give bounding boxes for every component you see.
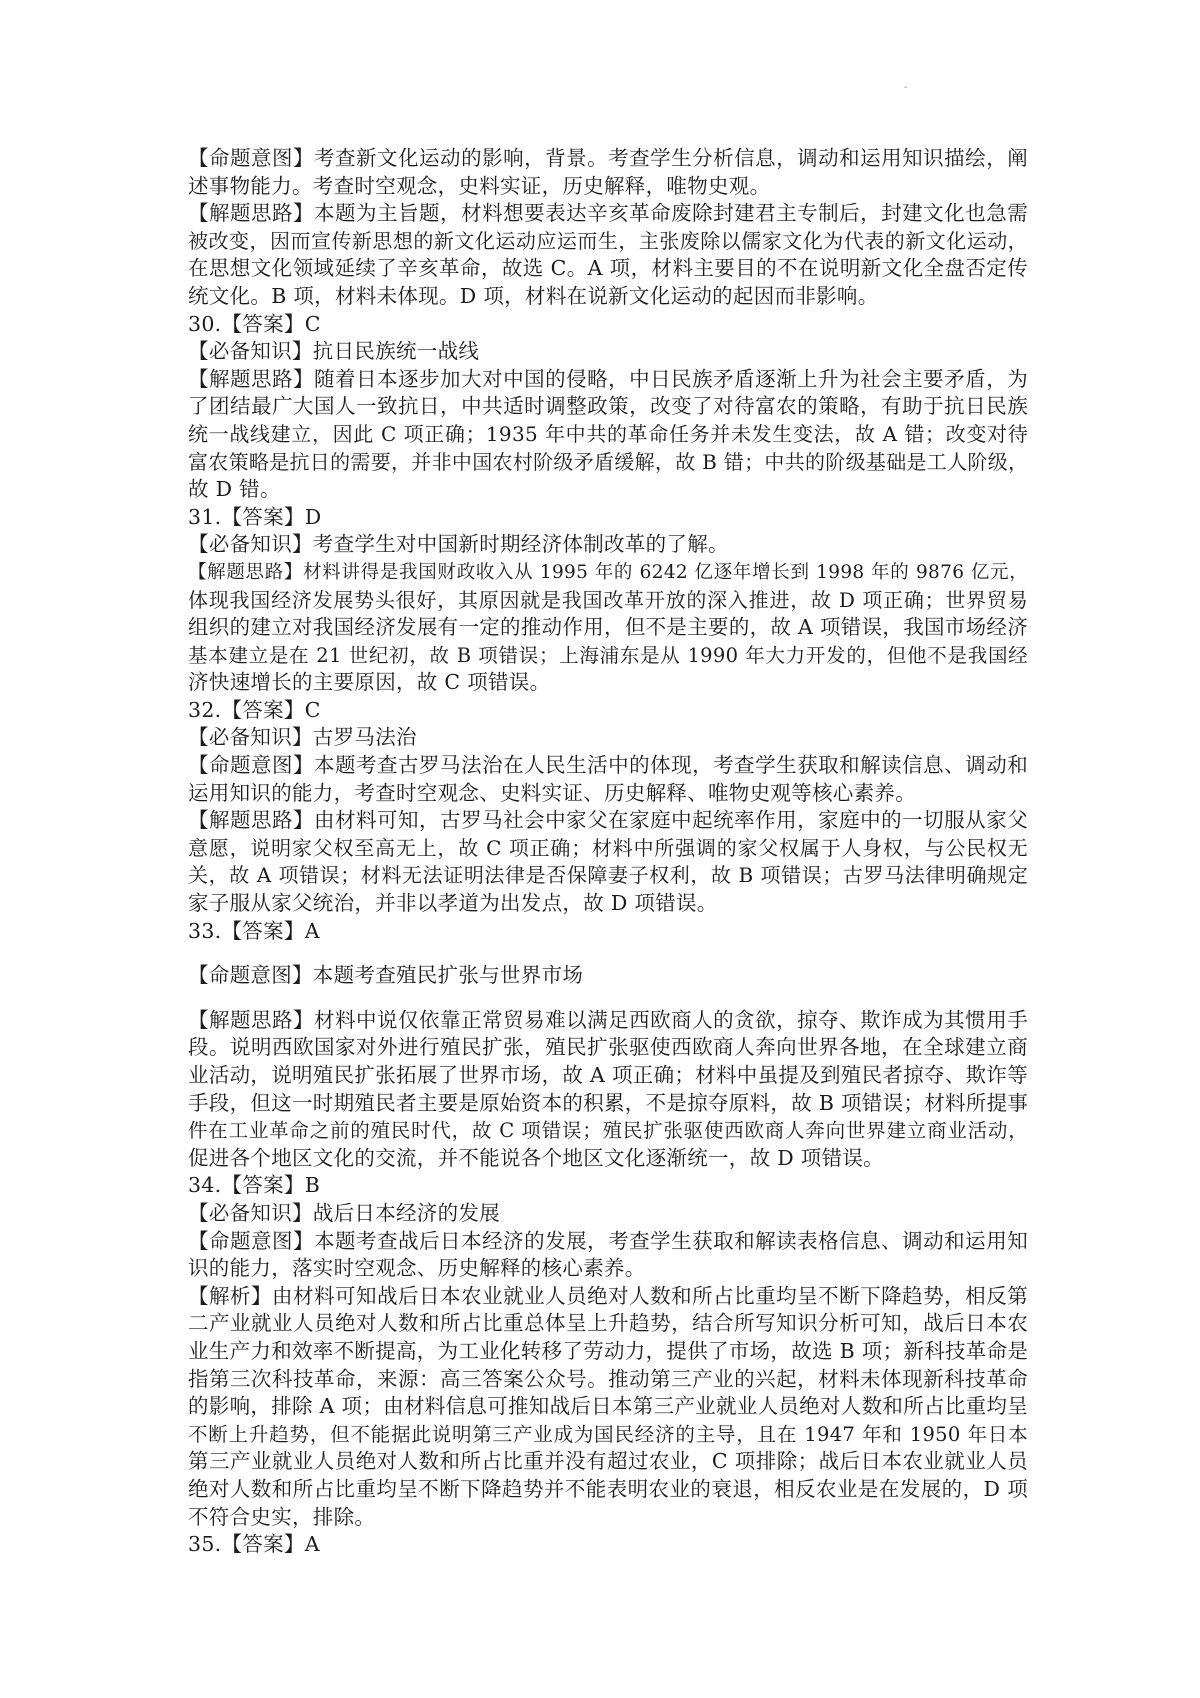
- text-line: 识的能力，落实时空观念、历史解释的核心素养。: [188, 1256, 646, 1281]
- text-line: 【解题思路】材料讲得是我国财政收入从 1995 年的 6242 亿逐年增长到 1998 年的 9876 亿元，: [188, 561, 1028, 583]
- document-page: [188, 145, 1028, 1559]
- corner-mark: -: [904, 82, 908, 93]
- answer-line: 30.【答案】C: [188, 311, 321, 336]
- text-line: 运用知识的能力，考查时空观念、史料实证、历史解释、唯物史观等核心素养。: [188, 780, 916, 805]
- text-line: 【命题意图】本题考查战后日本经济的发展，考查学生获取和解读表格信息、调动和运用知: [188, 1228, 1028, 1253]
- text-line: 了团结最广大国人一致抗日，中共适时调整政策，改变了对待富农的策略，有助于抗日民族: [188, 394, 1028, 419]
- text-line: 【解题思路】本题为主旨题，材料想要表达辛亥革命废除封建君主专制后，封建文化也急需: [188, 201, 1028, 226]
- text-line: 促进各个地区文化的交流，并不能说各个地区文化逐渐统一，故 D 项错误。: [188, 1145, 884, 1170]
- text-line: 【必备知识】古罗马法治: [188, 725, 417, 750]
- text-line: 【解题思路】随着日本逐步加大对中国的侵略，中日民族矛盾逐渐上升为社会主要矛盾，为: [188, 366, 1028, 391]
- text-line: 段。说明西欧国家对外进行殖民扩张，殖民扩张驱使西欧商人奔向世界各地，在全球建立商: [188, 1035, 1028, 1060]
- text-line: 不断上升趋势，但不能据此说明第三产业成为国民经济的主导，且在 1947 年和 1950 年日本: [188, 1422, 1028, 1446]
- text-line: 基本建立是在 21 世纪初，故 B 项错误；上海浦东是从 1990 年大力开发的，但他不是我国经: [188, 643, 1028, 667]
- answer-line: 31.【答案】D: [188, 504, 322, 529]
- text-line: 第三产业就业人员绝对人数和所占比重并没有超过农业，C 项排除；战后日本农业就业人员: [188, 1449, 1028, 1474]
- text-line: 的影响，排除 A 项；由材料信息可推知战后日本第三产业就业人员绝对人数和所占比重均呈: [188, 1394, 1028, 1419]
- text-line: 件在工业革命之前的殖民时代，故 C 项错误；殖民扩张驱使西欧商人奔向世界建立商业活动，: [188, 1119, 1028, 1143]
- answer-line: 33.【答案】A: [188, 918, 320, 943]
- text-line: 统文化。B 项，材料未体现。D 项，材料在说新文化运动的起因而非影响。: [188, 283, 879, 308]
- text-line: 手段，但这一时期殖民者主要是原始资本的积累，不是掠夺原料，故 B 项错误；材料所提事: [188, 1090, 1029, 1115]
- answer-line: 32.【答案】C: [188, 697, 321, 722]
- text-line: 述事物能力。考查时空观念，史料实证，历史解释，唯物史观。: [188, 173, 771, 198]
- text-line: 【解题思路】材料中说仅依靠正常贸易难以满足西欧商人的贪欲，掠夺、欺诈成为其惯用手: [188, 1007, 1028, 1032]
- text-line: 【必备知识】抗日民族统一战线: [188, 339, 480, 364]
- text-line: 在思想文化领域延续了辛亥革命，故选 C。A 项，材料主要目的不在说明新文化全盘否定传: [188, 256, 1028, 281]
- answer-line: 34.【答案】B: [188, 1173, 321, 1198]
- text-line: 意愿，说明家父权至高无上，故 C 项正确；材料中所强调的家父权属于人身权，与公民权无: [188, 835, 1028, 860]
- text-line: 【解题思路】由材料可知，古罗马社会中家父在家庭中起统率作用，家庭中的一切服从家父: [188, 808, 1028, 833]
- text-line: 【必备知识】考查学生对中国新时期经济体制改革的了解。: [188, 532, 729, 557]
- text-line: 统一战线建立，因此 C 项正确；1935 年中共的革命任务并未发生变法，故 A 错；改变对待: [188, 421, 1028, 446]
- text-line: 【解析】由材料可知战后日本农业就业人员绝对人数和所占比重均呈不断下降趋势，相反第: [188, 1283, 1028, 1308]
- text-line: 二产业就业人员绝对人数和所占比重总体呈上升趋势，结合所写知识分析可知，战后日本农: [188, 1311, 1028, 1336]
- text-line: 【命题意图】考查新文化运动的影响，背景。考查学生分析信息，调动和运用知识描绘，阐: [188, 146, 1028, 170]
- text-line: 不符合史实，排除。: [188, 1504, 376, 1529]
- text-line: 业生产力和效率不断提高，为工业化转移了劳动力，提供了市场，故选 B 项；新科技革命是: [188, 1338, 1029, 1363]
- text-line: 体现我国经济发展势头很好，其原因就是我国改革开放的深入推进，故 D 项正确；世界贸易: [188, 587, 1028, 612]
- text-line: 被改变，因而宣传新思想的新文化运动应运而生，主张废除以儒家文化为代表的新文化运动，: [188, 228, 1028, 253]
- text-line: 关，故 A 项错误；材料无法证明法律是否保障妻子权利，故 B 项错误；古罗马法律明确规定: [188, 863, 1028, 888]
- text-line: 故 D 错。: [188, 477, 281, 502]
- text-line: 指第三次科技革命，来源：高三答案公众号。推动第三产业的兴起，材料未体现新科技革命: [188, 1366, 1028, 1391]
- text-line: 【命题意图】本题考查古罗马法治在人民生活中的体现，考查学生获取和解读信息、调动和: [188, 753, 1028, 778]
- text-line: 绝对人数和所占比重均呈不断下降趋势并不能表明农业的衰退，相反农业是在发展的，D 项: [188, 1476, 1028, 1501]
- text-line: 【命题意图】本题考查殖民扩张与世界市场: [188, 963, 584, 988]
- text-line: 【必备知识】战后日本经济的发展: [188, 1200, 500, 1225]
- text-line: 济快速增长的主要原因，故 C 项错误。: [188, 670, 551, 695]
- text-line: 业活动，说明殖民扩张拓展了世界市场，故 A 项正确；材料中虽提及到殖民者掠夺、欺诈等: [188, 1063, 1028, 1087]
- text-line: 富农策略是抗日的需要，并非中国农村阶级矛盾缓解，故 B 错；中共的阶级基础是工人阶级，: [188, 449, 1029, 474]
- text-line: 家子服从家父统治，并非以孝道为出发点，故 D 项错误。: [188, 891, 718, 916]
- text-line: 组织的建立对我国经济发展有一定的推动作用，但不是主要的，故 A 项错误，我国市场经济: [188, 615, 1028, 640]
- answer-line: 35.【答案】A: [188, 1532, 320, 1557]
